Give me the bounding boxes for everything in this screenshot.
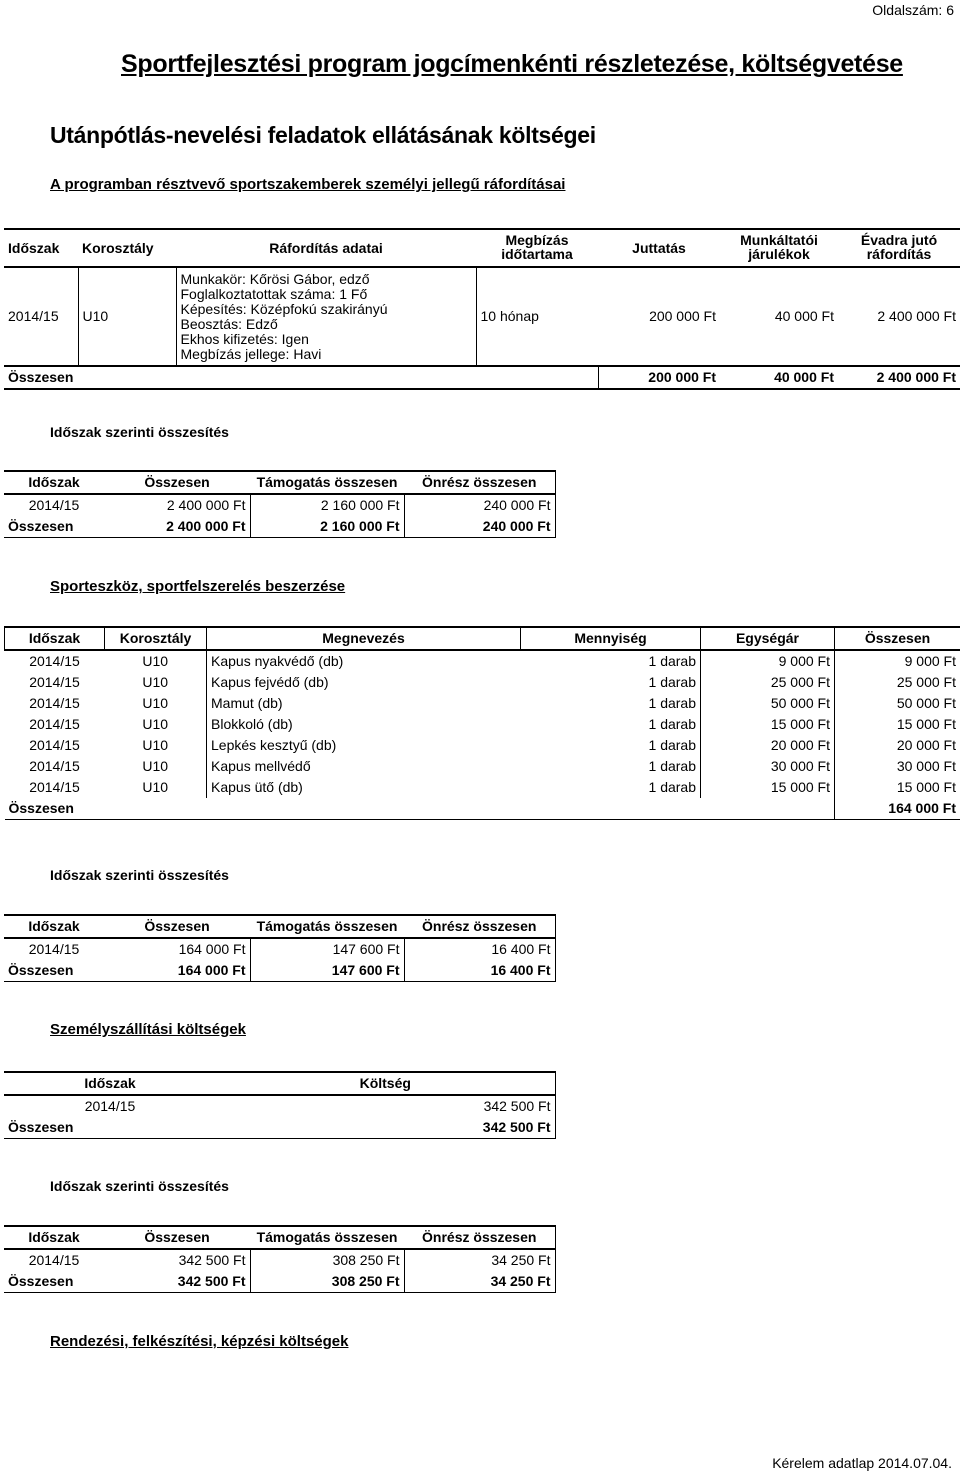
- cell: 34 250 Ft: [404, 1249, 555, 1271]
- cell: 2014/15: [29, 779, 80, 795]
- cell: U10: [105, 756, 207, 777]
- summary-heading: Időszak szerinti összesítés: [50, 1178, 229, 1194]
- personnel-table: [4, 228, 960, 390]
- cell: 15 000 Ft: [701, 777, 835, 798]
- table-row: [4, 494, 555, 516]
- cell: 2 400 000 Ft: [104, 494, 250, 516]
- col-header: Összesen: [104, 915, 250, 938]
- table-row: [5, 756, 960, 777]
- table-row: [5, 693, 960, 714]
- final-heading: Rendezési, felkészítési, képzési költségek: [50, 1333, 349, 1350]
- details-cell: [176, 267, 476, 366]
- cell: 30 000 Ft: [835, 756, 960, 777]
- total-row: [4, 960, 555, 982]
- table-row: [4, 1095, 555, 1117]
- cell: 1 darab: [521, 650, 701, 672]
- col-header: Időszak: [4, 471, 104, 494]
- cell: 25 000 Ft: [701, 672, 835, 693]
- cell: 34 250 Ft: [404, 1271, 555, 1293]
- cell: Összesen: [4, 1117, 216, 1139]
- table-row: [4, 938, 555, 960]
- summary-table: [4, 470, 556, 538]
- cell: Kapus fejvédő (db): [211, 674, 329, 690]
- detail-line: Beosztás: Edző: [180, 316, 278, 332]
- col-header: Évadra jutó ráfordítás: [838, 229, 960, 267]
- table-row: [5, 650, 960, 672]
- cell: 2 160 000 Ft: [250, 516, 404, 538]
- col-header: Támogatás összesen: [250, 471, 404, 494]
- detail-line: Megbízás jellege: Havi: [180, 346, 322, 362]
- col-header: Juttatás: [598, 229, 720, 267]
- season-cell: 2 400 000 Ft: [877, 308, 956, 324]
- col-header: Megbízás időtartama: [476, 229, 598, 267]
- col-header: Munkáltatói járulékok: [720, 229, 838, 267]
- cell: Blokkoló (db): [211, 716, 293, 732]
- cell: 50 000 Ft: [701, 693, 835, 714]
- cell: 2014/15: [84, 1098, 136, 1114]
- cell: 9 000 Ft: [835, 650, 960, 672]
- cell: U10: [105, 735, 207, 756]
- detail-line: Munkakör: Kőrösi Gábor, edző: [180, 271, 370, 287]
- page-title: Sportfejlesztési program jogcímenkénti részletezése, költségvetése: [121, 50, 903, 78]
- cell: 2014/15: [29, 737, 80, 753]
- age-cell: U10: [78, 267, 176, 366]
- col-header: Egységár: [701, 627, 835, 650]
- cell: 308 250 Ft: [250, 1249, 404, 1271]
- cell: U10: [105, 693, 207, 714]
- duration-cell: 10 hónap: [480, 308, 539, 324]
- cell: 147 600 Ft: [250, 960, 404, 982]
- cell: 342 500 Ft: [216, 1095, 555, 1117]
- total-row: [4, 1117, 555, 1139]
- cell: U10: [105, 777, 207, 798]
- cell: Összesen: [4, 516, 104, 538]
- cell: 240 000 Ft: [404, 516, 555, 538]
- col-header: Ráfordítás adatai: [176, 229, 476, 267]
- benefit-cell: 200 000 Ft: [649, 308, 716, 324]
- cell: 1 darab: [521, 693, 701, 714]
- col-header: Összesen: [104, 1226, 250, 1249]
- cell: 164 000 Ft: [104, 938, 250, 960]
- col-header: Összesen: [104, 471, 250, 494]
- cell: 15 000 Ft: [701, 714, 835, 735]
- col-header: Önrész összesen: [404, 471, 555, 494]
- cell: 2 160 000 Ft: [250, 494, 404, 516]
- cell: 15 000 Ft: [835, 777, 960, 798]
- cell: 25 000 Ft: [835, 672, 960, 693]
- detail-line: Képesítés: Középfokú szakirányú: [180, 301, 388, 317]
- cell: 308 250 Ft: [250, 1271, 404, 1293]
- table-row: [5, 777, 960, 798]
- cell: U10: [105, 672, 207, 693]
- total-row: [5, 798, 960, 820]
- cell: 2014/15: [29, 695, 80, 711]
- cell: 15 000 Ft: [835, 714, 960, 735]
- total-label: Összesen: [5, 798, 835, 820]
- col-header: Időszak: [4, 1072, 216, 1095]
- summary-table: [4, 1225, 556, 1293]
- summary-table: [4, 914, 556, 982]
- total-value: 164 000 Ft: [835, 798, 960, 820]
- table-row: [4, 1249, 555, 1271]
- footer-text: Kérelem adatlap 2014.07.04.: [772, 1455, 952, 1471]
- cell: 2014/15: [29, 653, 80, 669]
- col-header: Támogatás összesen: [250, 1226, 404, 1249]
- cell: Kapus mellvédő: [211, 758, 311, 774]
- cell: 16 400 Ft: [404, 938, 555, 960]
- cell: 164 000 Ft: [104, 960, 250, 982]
- equipment-table: [4, 626, 960, 820]
- period-cell: 2014/15: [4, 267, 78, 366]
- cell: U10: [105, 650, 207, 672]
- total-row: [4, 1271, 555, 1293]
- cell: Összesen: [4, 960, 104, 982]
- cell: 342 500 Ft: [216, 1117, 555, 1139]
- personnel-heading: A programban résztvevő sportszakemberek személyi jellegű ráfordításai: [50, 176, 566, 193]
- cell: Mamut (db): [211, 695, 283, 711]
- cell: 2014/15: [29, 716, 80, 732]
- table-row: [4, 267, 960, 366]
- table-row: [5, 672, 960, 693]
- cell: U10: [105, 714, 207, 735]
- cell: 2014/15: [29, 758, 80, 774]
- transport-table: [4, 1071, 556, 1139]
- cell: Kapus nyakvédő (db): [211, 653, 344, 669]
- total-label: Összesen: [4, 366, 598, 389]
- cell: 20 000 Ft: [835, 735, 960, 756]
- cell: 342 500 Ft: [104, 1249, 250, 1271]
- col-header: Korosztály: [78, 229, 176, 267]
- total-season: 2 400 000 Ft: [838, 366, 960, 389]
- cell: 147 600 Ft: [250, 938, 404, 960]
- cell: Lepkés kesztyű (db): [211, 737, 337, 753]
- summary-heading: Időszak szerinti összesítés: [50, 424, 229, 440]
- cell: 240 000 Ft: [404, 494, 555, 516]
- cell: 342 500 Ft: [104, 1271, 250, 1293]
- cell: 1 darab: [521, 756, 701, 777]
- col-header: Önrész összesen: [404, 1226, 555, 1249]
- total-row: [4, 366, 960, 389]
- cell: 2 400 000 Ft: [104, 516, 250, 538]
- col-header: Támogatás összesen: [250, 915, 404, 938]
- section-title: Utánpótlás-nevelési feladatok ellátásának költségei: [50, 122, 596, 148]
- summary-heading: Időszak szerinti összesítés: [50, 867, 229, 883]
- transport-heading: Személyszállítási költségek: [50, 1021, 246, 1038]
- total-benefit: 200 000 Ft: [598, 366, 720, 389]
- col-header: Időszak: [4, 229, 78, 267]
- cell: 1 darab: [521, 777, 701, 798]
- detail-line: Ekhos kifizetés: Igen: [180, 331, 309, 347]
- page-number: Oldalszám: 6: [872, 2, 954, 18]
- cell: 1 darab: [521, 672, 701, 693]
- cell: 50 000 Ft: [835, 693, 960, 714]
- col-header: Mennyiség: [521, 627, 701, 650]
- total-row: [4, 516, 555, 538]
- col-header: Időszak: [4, 915, 104, 938]
- cell: 20 000 Ft: [701, 735, 835, 756]
- contrib-cell: 40 000 Ft: [774, 308, 834, 324]
- col-header: Költség: [216, 1072, 555, 1095]
- cell: 1 darab: [521, 714, 701, 735]
- col-header: Megnevezés: [207, 627, 521, 650]
- cell: 2014/15: [29, 674, 80, 690]
- col-header: Korosztály: [105, 627, 207, 650]
- cell: 2014/15: [28, 941, 80, 957]
- cell: 9 000 Ft: [701, 650, 835, 672]
- col-header: Önrész összesen: [404, 915, 555, 938]
- col-header: Időszak: [5, 627, 105, 650]
- col-header: Összesen: [835, 627, 960, 650]
- cell: 2014/15: [28, 1252, 80, 1268]
- equipment-heading: Sporteszköz, sportfelszerelés beszerzése: [50, 578, 346, 595]
- cell: 1 darab: [521, 735, 701, 756]
- table-row: [5, 735, 960, 756]
- cell: 30 000 Ft: [701, 756, 835, 777]
- detail-line: Foglalkoztatottak száma: 1 Fő: [180, 286, 368, 302]
- table-row: [5, 714, 960, 735]
- total-contrib: 40 000 Ft: [720, 366, 838, 389]
- cell: Összesen: [4, 1271, 104, 1293]
- cell: Kapus ütő (db): [211, 779, 303, 795]
- cell: 2014/15: [28, 497, 80, 513]
- cell: 16 400 Ft: [404, 960, 555, 982]
- col-header: Időszak: [4, 1226, 104, 1249]
